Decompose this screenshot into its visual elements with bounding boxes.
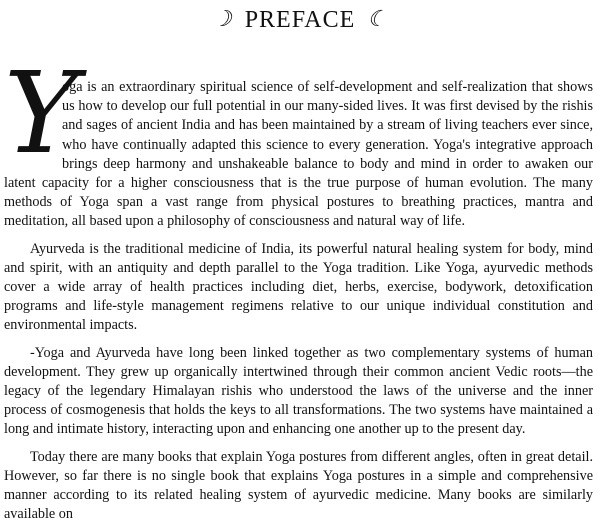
page-heading [0,4,600,35]
paragraph-1 [4,49,593,232]
preface-body [4,49,593,532]
ornament-left-icon: ☽ [211,6,233,31]
paragraph-4: Today there are many books that explain Yoga postures from different angles, often in great detail. However, so far there is no single book that explains Yoga postures in a simple and comprehensive manner according to its related healing system of ayurvedic medicine. Many books are similarly available on [4,448,593,523]
paragraph-1-text: oga is an extraordinary spiritual science of self-development and self-realization that shows us how to develop our full potential in our many-sided lives. It was first devised by the rishis and sages of ancient India and has been maintained by a stream of living teachers ever since, who have continually adapted this science to every generation. Yoga's integrative approach brings deep harmony and unshakeable balance to body and mind in order to awaken our latent capacity for a higher consciousness that is the true purpose of human evolution. The many methods of Yoga span a vast range from physical postures to breathing practices, mantra and meditation, all based upon a philosophy of consciousness and natural way of life. [4,79,593,230]
paragraph-3: -Yoga and Ayurveda have long been linked together as two complementary systems of human development. They grew up organically intertwined through their common ancient Vedic roots—the legacy of the legendary Himalayan rishis who understood the laws of the universe and the inner process of cosmogenesis that holds the keys to all transformations. The two systems have maintained a long and intimate history, interacting upon and enhancing one another up to the present day. [4,344,593,438]
drop-cap: Y [4,49,78,179]
paragraph-2: Ayurveda is the traditional medicine of India, its powerful natural healing system for body, mind and spirit, with an antiquity and depth parallel to the Yoga tradition. Like Yoga, ayurvedic methods cover a wide array of health practices including diet, herbs, exercise, bodywork, detoxification programs and life-style management regimens relative to our unique individual constitution and environmental impacts. [4,240,593,334]
page-title: PREFACE [244,7,356,33]
ornament-right-icon: ☾ [367,6,389,31]
